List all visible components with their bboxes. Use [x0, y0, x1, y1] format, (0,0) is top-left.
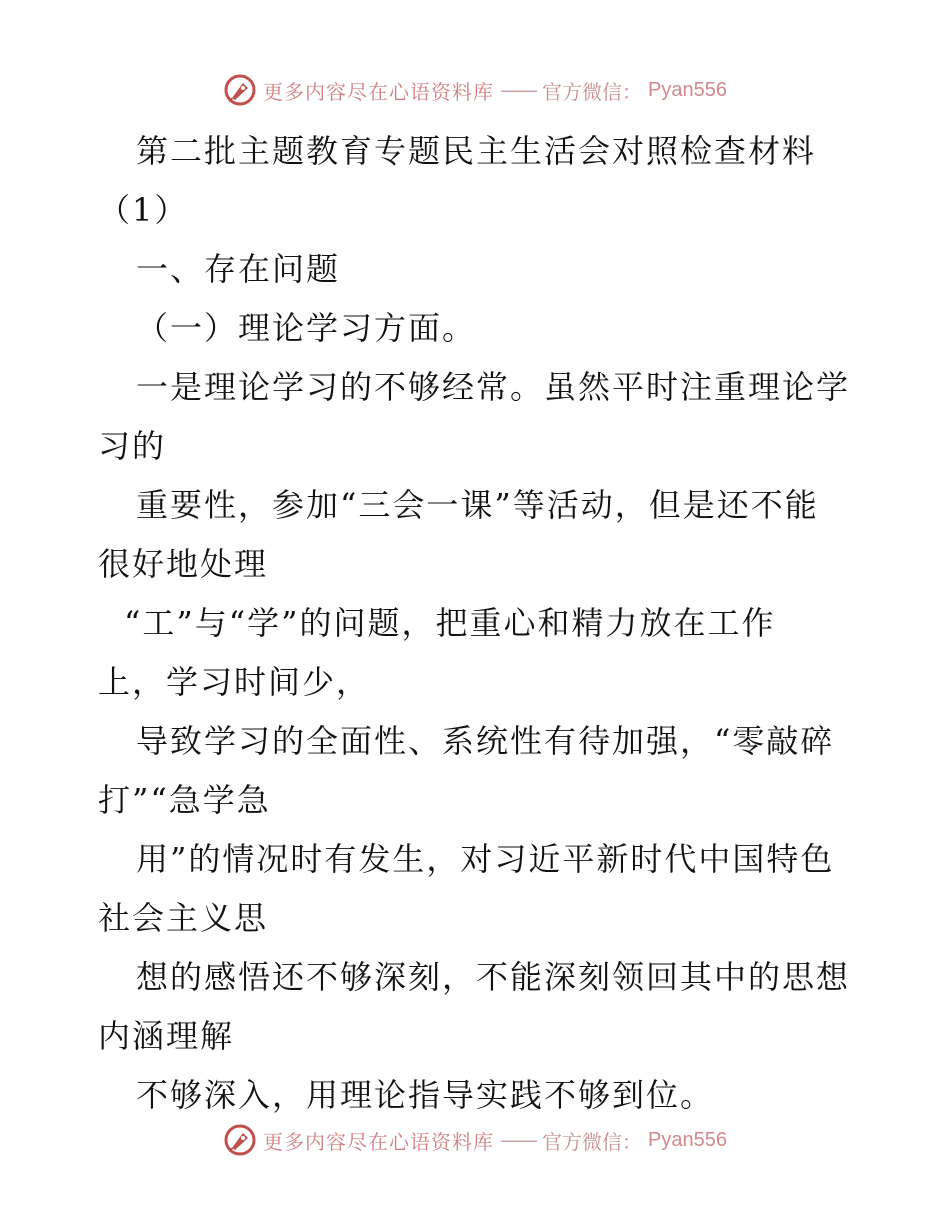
document-body: [98, 122, 858, 1125]
paragraph-line: 用”的情况时有发生，对习近平新时代中国特色: [136, 840, 835, 878]
watermark-handle: Pyan556: [648, 1128, 727, 1151]
paragraph-line: 导致学习的全面性、系统性有待加强，“零敲碎: [136, 722, 835, 760]
watermark-separator: ——: [500, 78, 537, 102]
paragraph-line: 很好地处理: [98, 545, 269, 583]
paragraph-line: 不够深入，用理论指导实践不够到位。: [136, 1076, 715, 1114]
document-title-line-2: （1）: [98, 191, 189, 229]
pen-nib-logo-icon: [223, 73, 257, 107]
pen-nib-logo-icon: [223, 1123, 257, 1157]
watermark-banner-top: [0, 70, 950, 110]
watermark-separator: ——: [500, 1128, 537, 1152]
watermark-handle: Pyan556: [648, 78, 727, 101]
paragraph-line: 社会主义思: [98, 899, 269, 937]
document-title-line-1: 第二批主题教育专题民主生活会对照检查材料: [136, 132, 817, 170]
subsection-heading: （一）理论学习方面。: [136, 309, 477, 347]
paragraph-line: 上，学习时间少，: [98, 663, 371, 701]
section-heading: 一、存在问题: [136, 250, 341, 288]
paragraph-line: 内涵理解: [98, 1017, 235, 1055]
watermark-brand: 更多内容尽在心语资料库: [263, 1129, 495, 1154]
paragraph-line: 打”“急学急: [98, 781, 271, 819]
paragraph-line: 重要性，参加“三会一课”等活动，但是还不能: [136, 486, 819, 524]
watermark-banner-bottom: [0, 1120, 950, 1160]
paragraph-line: “工”与“学”的问题，把重心和精力放在工作: [124, 604, 776, 642]
watermark-label: 官方微信：: [542, 79, 643, 104]
paragraph-line: 一是理论学习的不够经常。虽然平时注重理论学: [136, 368, 851, 406]
paragraph-line: 想的感悟还不够深刻，不能深刻领回其中的思想: [136, 958, 851, 996]
watermark-brand: 更多内容尽在心语资料库: [263, 79, 495, 104]
paragraph-line: 习的: [98, 427, 167, 465]
watermark-label: 官方微信：: [542, 1129, 643, 1154]
